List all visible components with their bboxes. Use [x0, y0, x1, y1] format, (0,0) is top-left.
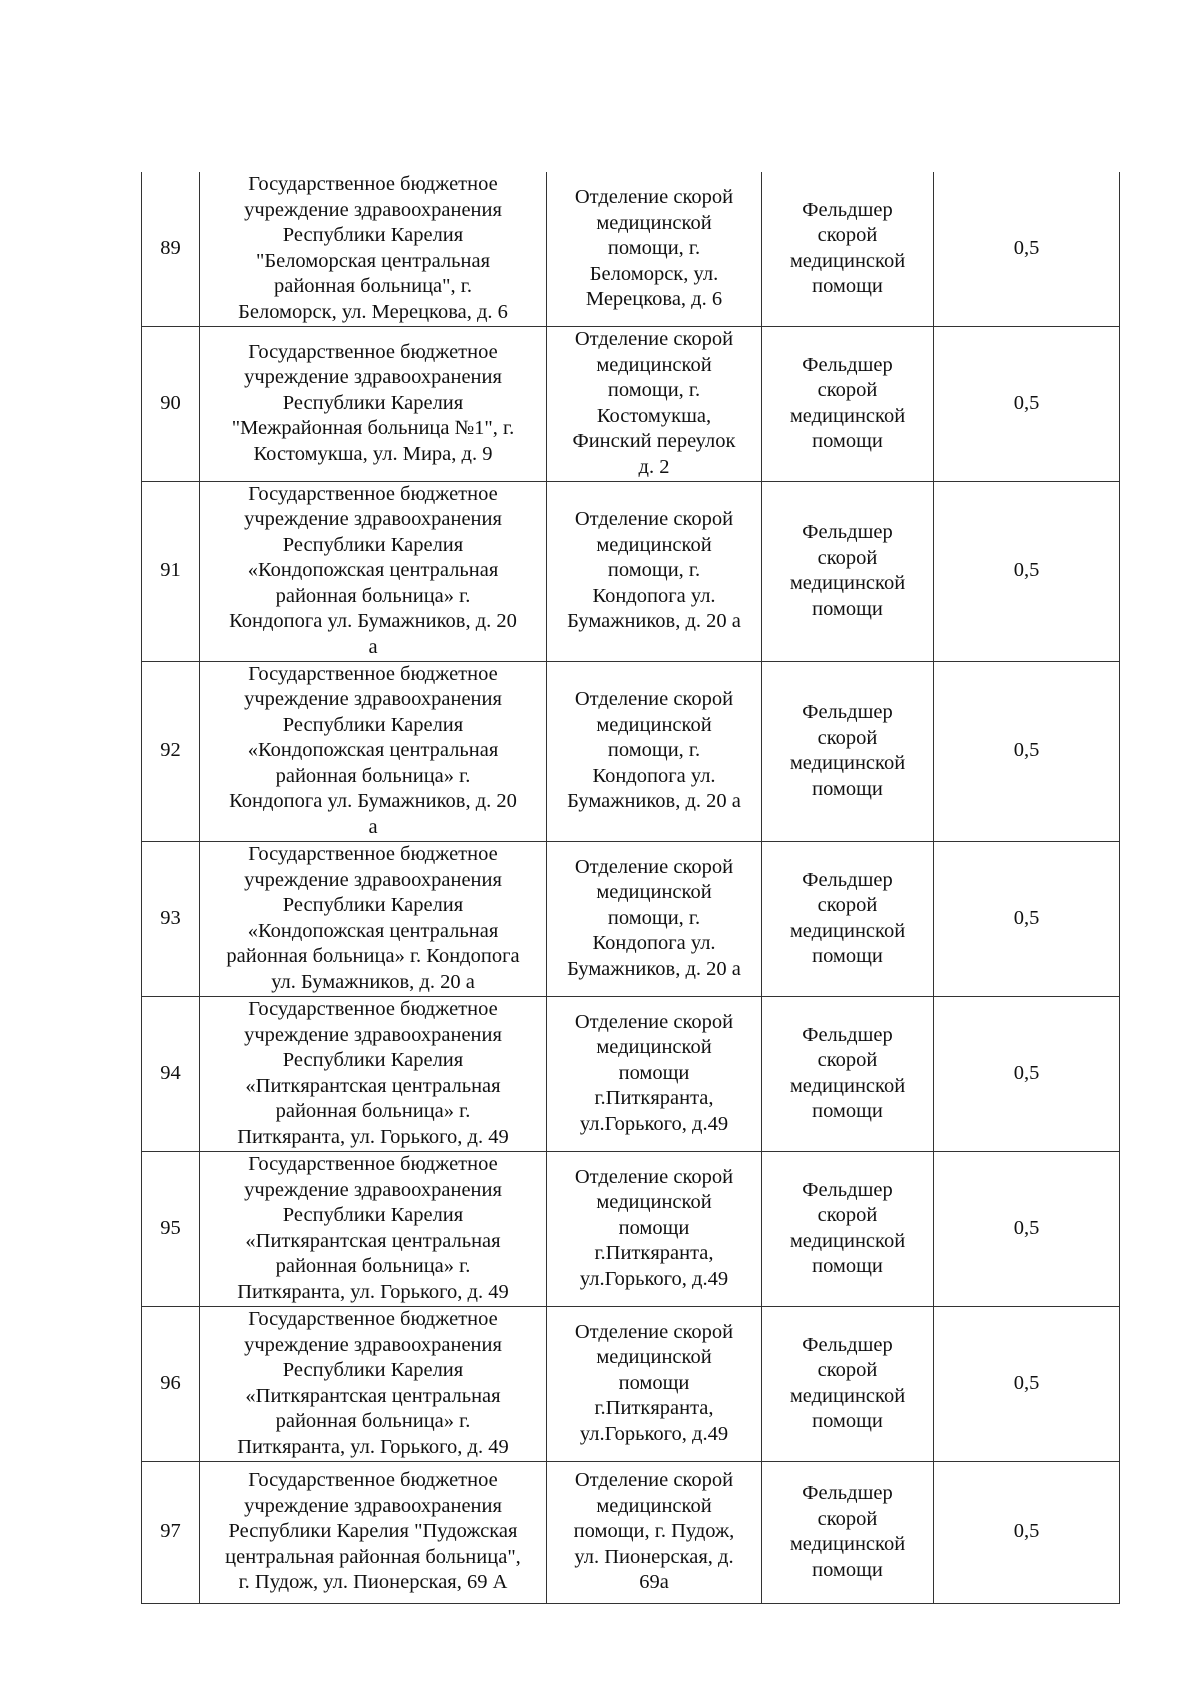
position-cell: Фельдшер скорой медицинской помощи: [762, 661, 934, 841]
table-row: [142, 1151, 1120, 1306]
table-row: [142, 481, 1120, 661]
vacancy-table: [141, 172, 1120, 1604]
organization-cell: Государственное бюджетное учреждение здравоохранения Республики Карелия «Кондопожская центральная районная больница» г. Кондопога ул. Бумажников, д. 20 а: [200, 481, 547, 661]
position-cell: Фельдшер скорой медицинской помощи: [762, 1461, 934, 1603]
rate-cell: 0,5: [934, 1461, 1120, 1603]
organization-cell: Государственное бюджетное учреждение здравоохранения Республики Карелия «Кондопожская центральная районная больница» г. Кондопога ул. Бумажников, д. 20 а: [200, 841, 547, 996]
department-cell: Отделение скорой медицинской помощи, г. Кондопога ул. Бумажников, д. 20 а: [547, 841, 762, 996]
department-cell: Отделение скорой медицинской помощи, г. Беломорск, ул. Мерецкова, д. 6: [547, 172, 762, 326]
position-cell: Фельдшер скорой медицинской помощи: [762, 481, 934, 661]
row-number-cell: 89: [142, 172, 200, 326]
table-row: [142, 326, 1120, 481]
organization-cell: Государственное бюджетное учреждение здравоохранения Республики Карелия "Беломорская центральная районная больница", г. Беломорск, ул. Мерецкова, д. 6: [200, 172, 547, 326]
position-cell: Фельдшер скорой медицинской помощи: [762, 1306, 934, 1461]
department-cell: Отделение скорой медицинской помощи г.Питкяранта, ул.Горького, д.49: [547, 1306, 762, 1461]
rate-cell: 0,5: [934, 661, 1120, 841]
table-row: [142, 1306, 1120, 1461]
department-cell: Отделение скорой медицинской помощи, г. Кондопога ул. Бумажников, д. 20 а: [547, 481, 762, 661]
row-number-cell: 97: [142, 1461, 200, 1603]
department-cell: Отделение скорой медицинской помощи, г. Пудож, ул. Пионерская, д. 69а: [547, 1461, 762, 1603]
rate-cell: 0,5: [934, 172, 1120, 326]
organization-cell: Государственное бюджетное учреждение здравоохранения Республики Карелия «Питкярантская центральная районная больница» г. Питкяранта, ул. Горького, д. 49: [200, 1151, 547, 1306]
row-number-cell: 95: [142, 1151, 200, 1306]
position-cell: Фельдшер скорой медицинской помощи: [762, 1151, 934, 1306]
row-number-cell: 96: [142, 1306, 200, 1461]
organization-cell: Государственное бюджетное учреждение здравоохранения Республики Карелия «Кондопожская центральная районная больница» г. Кондопога ул. Бумажников, д. 20 а: [200, 661, 547, 841]
department-cell: Отделение скорой медицинской помощи, г. Костомукша, Финский переулок д. 2: [547, 326, 762, 481]
rate-cell: 0,5: [934, 326, 1120, 481]
table-row: [142, 996, 1120, 1151]
department-cell: Отделение скорой медицинской помощи г.Питкяранта, ул.Горького, д.49: [547, 996, 762, 1151]
table-row: [142, 172, 1120, 326]
rate-cell: 0,5: [934, 841, 1120, 996]
department-cell: Отделение скорой медицинской помощи, г. Кондопога ул. Бумажников, д. 20 а: [547, 661, 762, 841]
organization-cell: Государственное бюджетное учреждение здравоохранения Республики Карелия «Питкярантская центральная районная больница» г. Питкяранта, ул. Горького, д. 49: [200, 996, 547, 1151]
row-number-cell: 93: [142, 841, 200, 996]
organization-cell: Государственное бюджетное учреждение здравоохранения Республики Карелия "Межрайонная больница №1", г. Костомукша, ул. Мира, д. 9: [200, 326, 547, 481]
row-number-cell: 91: [142, 481, 200, 661]
position-cell: Фельдшер скорой медицинской помощи: [762, 996, 934, 1151]
table-row: [142, 1461, 1120, 1603]
rate-cell: 0,5: [934, 1306, 1120, 1461]
rate-cell: 0,5: [934, 996, 1120, 1151]
position-cell: Фельдшер скорой медицинской помощи: [762, 326, 934, 481]
row-number-cell: 92: [142, 661, 200, 841]
organization-cell: Государственное бюджетное учреждение здравоохранения Республики Карелия "Пудожская центральная районная больница", г. Пудож, ул. Пионерская, 69 А: [200, 1461, 547, 1603]
table-row: [142, 661, 1120, 841]
position-cell: Фельдшер скорой медицинской помощи: [762, 841, 934, 996]
organization-cell: Государственное бюджетное учреждение здравоохранения Республики Карелия «Питкярантская центральная районная больница» г. Питкяранта, ул. Горького, д. 49: [200, 1306, 547, 1461]
row-number-cell: 90: [142, 326, 200, 481]
department-cell: Отделение скорой медицинской помощи г.Питкяранта, ул.Горького, д.49: [547, 1151, 762, 1306]
position-cell: Фельдшер скорой медицинской помощи: [762, 172, 934, 326]
table-row: [142, 841, 1120, 996]
row-number-cell: 94: [142, 996, 200, 1151]
rate-cell: 0,5: [934, 1151, 1120, 1306]
rate-cell: 0,5: [934, 481, 1120, 661]
